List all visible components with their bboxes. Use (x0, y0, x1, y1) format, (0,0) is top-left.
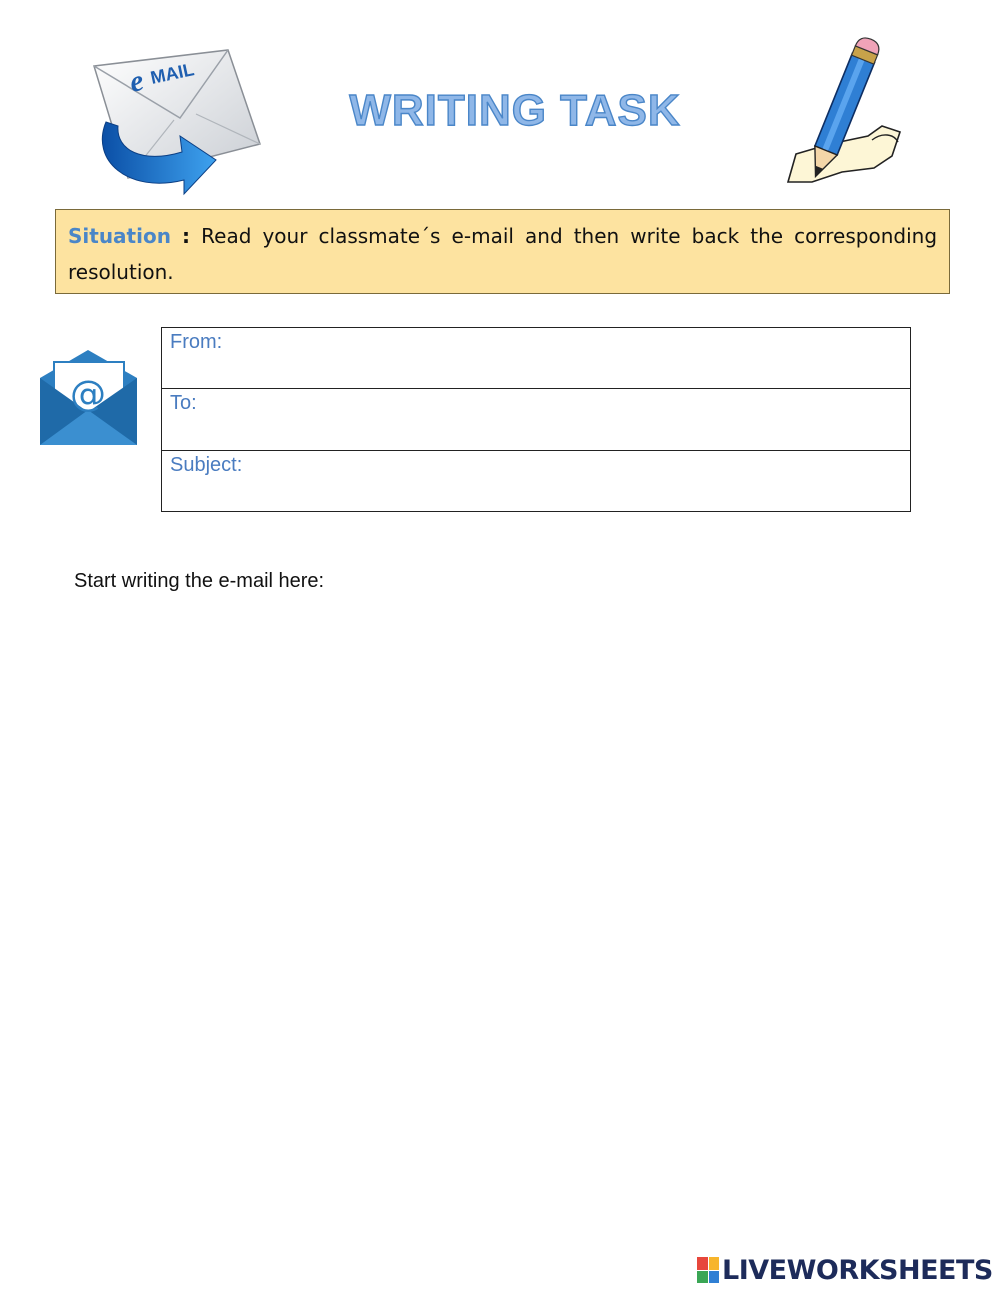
svg-text:e: e (126, 63, 147, 99)
at-envelope-icon (40, 350, 137, 445)
situation-box (55, 209, 950, 294)
page-title: WRITING TASK (349, 86, 681, 135)
svg-text:@: @ (70, 374, 106, 415)
brand-name: LIVEWORKSHEETS (722, 1254, 993, 1286)
to-field[interactable] (162, 389, 910, 450)
email-writing-area[interactable] (70, 610, 940, 1210)
svg-text:MAIL: MAIL (148, 59, 196, 88)
to-label: To: (170, 392, 197, 415)
subject-label: Subject: (170, 453, 243, 476)
liveworksheets-logo-icon (697, 1257, 719, 1283)
subject-field[interactable] (162, 451, 910, 511)
situation-colon: : (182, 224, 191, 248)
situation-label: Situation (68, 224, 171, 248)
situation-text: Read your classmate´s e-mail and then write back the corresponding resolution. (68, 224, 938, 284)
from-label: From: (170, 331, 223, 353)
pencil-clipart (782, 36, 906, 192)
email-header-table (161, 327, 911, 512)
liveworksheets-brand (697, 1255, 993, 1285)
from-field[interactable] (162, 328, 910, 389)
writing-instruction: Start writing the e-mail here: (74, 570, 325, 592)
